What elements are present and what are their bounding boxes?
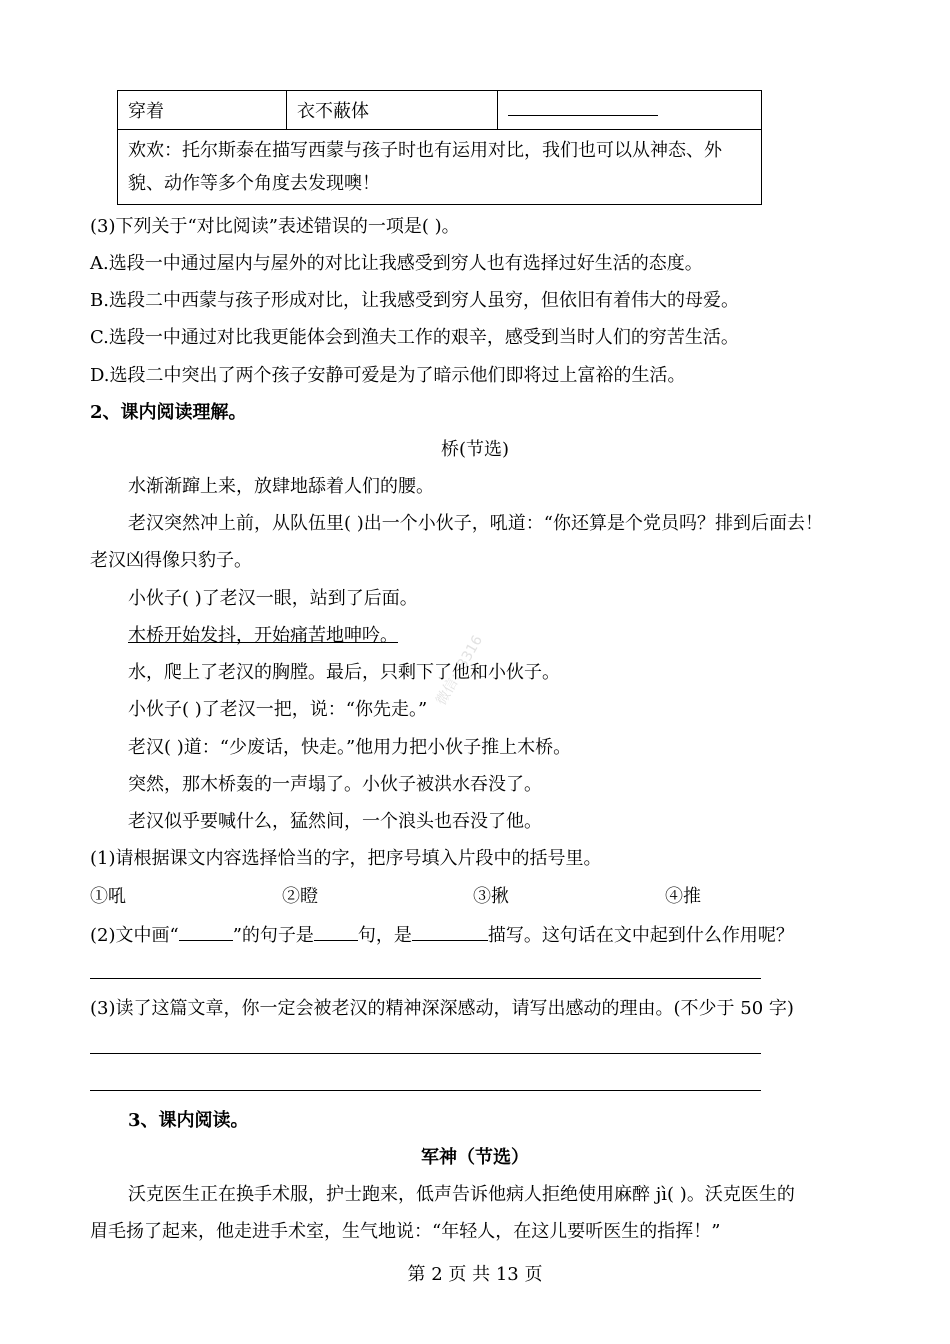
table-cell-value: 衣不蔽体 [287,91,498,130]
passage-paragraph: 小伙子( )了老汉一眼，站到了后面。 [128,588,418,609]
passage-paragraph: 沃克医生正在换手术服，护士跑来，低声告诉他病人拒绝使用麻醉 jì( )。沃克医生的 [128,1184,795,1205]
section3-title: 军神（节选） [421,1147,529,1168]
passage-paragraph: 老汉突然冲上前，从队伍里( )出一个小伙子，吼道：“你还算是个党员吗？排到后面去！ [128,513,823,534]
section2-heading: 2、课内阅读理解。 [90,402,247,423]
section3-heading: 3、课内阅读。 [128,1110,249,1131]
watermark: 微信：3316 [433,632,487,709]
passage-paragraph: 水渐渐蹿上来，放肆地舔着人们的腰。 [128,476,434,497]
q3-option-d: D.选段二中突出了两个孩子安静可爱是为了暗示他们即将过上富裕的生活。 [90,365,686,386]
table-note: 欢欢：托尔斯泰在描写西蒙与孩子时也有运用对比，我们也可以从神态、外貌、动作等多个角度去发现噢！ [118,130,762,205]
page-footer: 第 2 页 共 13 页 [407,1264,543,1285]
s2-question-3: (3)读了这篇文章，你一定会被老汉的精神深深感动，请写出感动的理由。(不少于 50 字) [90,998,794,1019]
passage-paragraph: 老汉似乎要喊什么，猛然间，一个浪头也吞没了他。 [128,811,542,832]
passage-paragraph: 老汉( )道：“少废话，快走。”他用力把小伙子推上木桥。 [128,737,572,758]
passage-paragraph: 眉毛扬了起来，他走进手术室，生气地说：“年轻人，在这儿要听医生的指挥！” [90,1221,721,1242]
answer-line[interactable] [90,978,761,979]
q3-option-a: A.选段一中通过屋内与屋外的对比让我感受到穷人也有选择过好生活的态度。 [90,253,703,274]
option-item: ④推 [665,886,701,907]
passage-paragraph: 小伙子( )了老汉一把，说：“你先走。” [128,699,428,720]
s2-question-1: (1)请根据课文内容选择恰当的字，把序号填入片段中的括号里。 [90,848,602,869]
table-cell-label: 穿着 [118,91,287,130]
q2-text-1: (2)文中画“ [90,925,179,946]
s2-question-2 [90,922,794,948]
passage-paragraph: 水，爬上了老汉的胸膛。最后，只剩下了他和小伙子。 [128,662,560,683]
answer-blank[interactable] [508,101,658,116]
option-item: ①吼 [90,886,126,907]
q2-text-4: 描写。这句话在文中起到什么作用呢？ [487,925,794,946]
answer-line[interactable] [90,1053,761,1054]
table-row [118,130,762,205]
answer-blank[interactable] [412,922,488,941]
comparison-table [117,90,762,205]
section2-title: 桥(节选) [440,439,510,460]
q2-text-3: 句，是 [357,925,412,946]
answer-line[interactable] [90,1090,761,1091]
option-item: ②瞪 [282,886,318,907]
answer-blank[interactable] [314,922,358,941]
table-row [118,91,762,130]
underlined-sentence: 木桥开始发抖，开始痛苦地呻吟。 [128,625,398,646]
answer-blank[interactable] [179,922,233,941]
table-cell-blank[interactable] [498,91,762,130]
option-item: ③揪 [473,886,509,907]
passage-paragraph: 突然，那木桥轰的一声塌了。小伙子被洪水吞没了。 [128,774,542,795]
q3-option-b: B.选段二中西蒙与孩子形成对比，让我感受到穷人虽穷，但依旧有着伟大的母爱。 [90,290,739,311]
q3-option-c: C.选段一中通过对比我更能体会到渔夫工作的艰辛，感受到当时人们的穷苦生活。 [90,327,739,348]
q2-text-2: ”的句子是 [232,925,314,946]
passage-paragraph: 老汉凶得像只豹子。 [90,550,252,571]
q3-stem: (3)下列关于“对比阅读”表述错误的一项是( )。 [90,216,460,237]
